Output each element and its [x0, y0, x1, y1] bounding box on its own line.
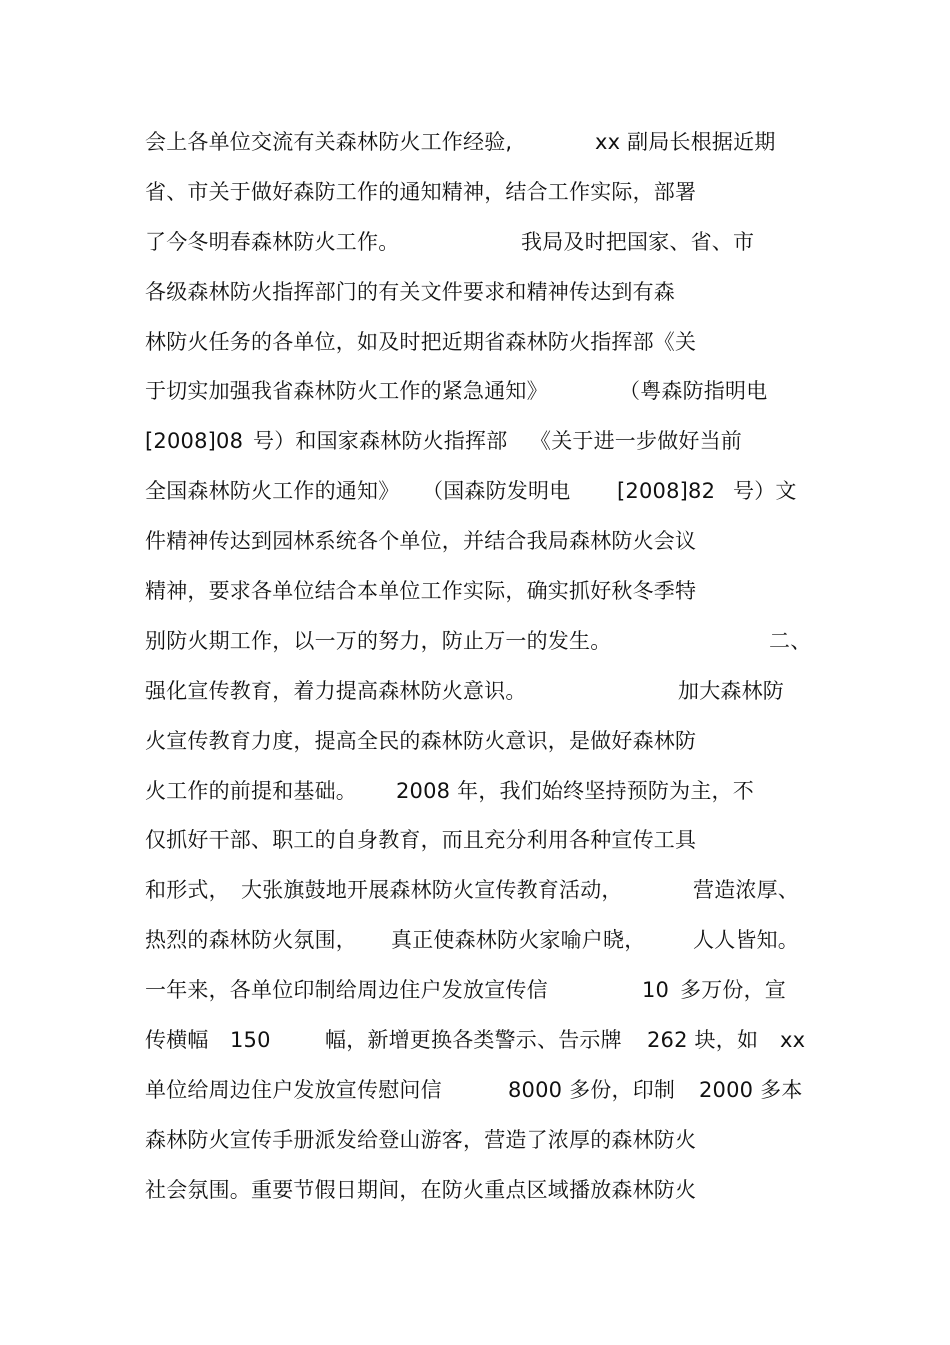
text-segment: 会上各单位交流有关森林防火工作经验, — [145, 130, 513, 154]
text-line — [145, 871, 815, 921]
text-line — [145, 223, 815, 273]
text-segment: 一年来，各单位印制给周边住户发放宣传信 — [145, 978, 548, 1003]
text-line — [145, 1171, 815, 1221]
text-segment: 营造浓厚、 — [693, 878, 799, 903]
text-segment: 2008 年，我们始终坚持预防为主，不 — [396, 778, 754, 803]
text-segment: 全国森林防火工作的通知》 — [145, 479, 400, 504]
text-segment: 我局及时把国家、省、市 — [521, 229, 755, 254]
text-line — [145, 1071, 815, 1121]
text-segment: 真正使森林防火家喻户晓， — [391, 928, 646, 953]
text-line — [145, 971, 815, 1021]
text-line — [145, 722, 815, 772]
text-segment: 号）文 — [733, 479, 797, 504]
text-segment: 仅抓好干部、职工的自身教育，而且充分利用各种宣传工具 — [145, 828, 697, 853]
text-segment: 单位给周边住户发放宣传慰问信 — [145, 1077, 442, 1102]
text-segment: （国森防发明电 — [422, 479, 571, 504]
text-segment: 别防火期工作，以一万的努力，防止万一的发生。 — [145, 628, 612, 653]
text-line — [145, 821, 815, 871]
text-segment: 150 — [230, 1028, 271, 1053]
text-segment: 热烈的森林防火氛围， — [145, 928, 357, 953]
text-segment: 《关于进一步做好当前 — [530, 429, 742, 454]
text-segment: 森林防火宣传手册派发给登山游客，营造了浓厚的森林防火 — [145, 1127, 697, 1152]
text-segment: 精神，要求各单位结合本单位工作实际，确实抓好秋冬季特 — [145, 579, 697, 604]
text-segment: 各级森林防火指挥部门的有关文件要求和精神传达到有森 — [145, 279, 675, 304]
text-segment: 和形式， — [145, 878, 230, 903]
text-line — [145, 123, 815, 173]
text-segment: 多万份，宣 — [680, 978, 786, 1003]
text-line — [145, 622, 815, 672]
text-segment: 二、 — [769, 628, 812, 653]
text-segment: 大张旗鼓地开展森林防火宣传教育活动， — [241, 878, 623, 903]
text-segment: 林防火任务的各单位，如及时把近期省森林防火指挥部《关 — [145, 329, 697, 354]
text-segment: 强化宣传教育，着力提高森林防火意识。 — [145, 678, 527, 703]
text-segment: 人人皆知。 — [693, 928, 799, 953]
text-segment: 省、市关于做好森防工作的通知精神，结合工作实际，部署 — [145, 179, 697, 204]
text-segment: xx — [780, 1028, 806, 1053]
text-segment: 号）和国家森林防火指挥部 — [253, 429, 508, 454]
text-line — [145, 273, 815, 323]
text-line — [145, 372, 815, 422]
text-segment: 幅，新增更换各类警示、告示牌 — [325, 1028, 622, 1053]
text-line — [145, 323, 815, 373]
text-segment: 8000 多份，印制 — [508, 1077, 676, 1102]
text-segment: 社会氛围。重要节假日期间，在防火重点区域播放森林防火 — [145, 1177, 697, 1202]
text-line — [145, 572, 815, 622]
text-line — [145, 921, 815, 971]
text-line — [145, 522, 815, 572]
text-segment: xx 副局长根据近期 — [595, 130, 776, 154]
text-segment: [2008]82 — [617, 479, 716, 504]
text-segment: 了今冬明春森林防火工作。 — [145, 229, 400, 254]
text-segment: 2000 多本 — [699, 1077, 803, 1102]
text-line — [145, 1021, 815, 1071]
text-segment: [2008]08 — [145, 429, 244, 454]
text-line — [145, 422, 815, 472]
text-segment: （粤森防指明电 — [619, 379, 768, 404]
text-segment: 传横幅 — [145, 1028, 209, 1053]
text-line — [145, 173, 815, 223]
text-segment: 10 — [642, 978, 670, 1003]
document-body — [145, 123, 815, 1221]
text-line — [145, 1121, 815, 1171]
text-line — [145, 672, 815, 722]
text-segment: 火工作的前提和基础。 — [145, 778, 357, 803]
text-segment: 加大森林防 — [678, 678, 784, 703]
text-segment: 于切实加强我省森林防火工作的紧急通知》 — [145, 379, 548, 404]
text-segment: 262 块，如 — [647, 1028, 759, 1053]
text-segment: 火宣传教育力度，提高全民的森林防火意识，是做好森林防 — [145, 728, 697, 753]
text-segment: 件精神传达到园林系统各个单位，并结合我局森林防火会议 — [145, 529, 697, 554]
text-line — [145, 772, 815, 822]
text-line — [145, 472, 815, 522]
